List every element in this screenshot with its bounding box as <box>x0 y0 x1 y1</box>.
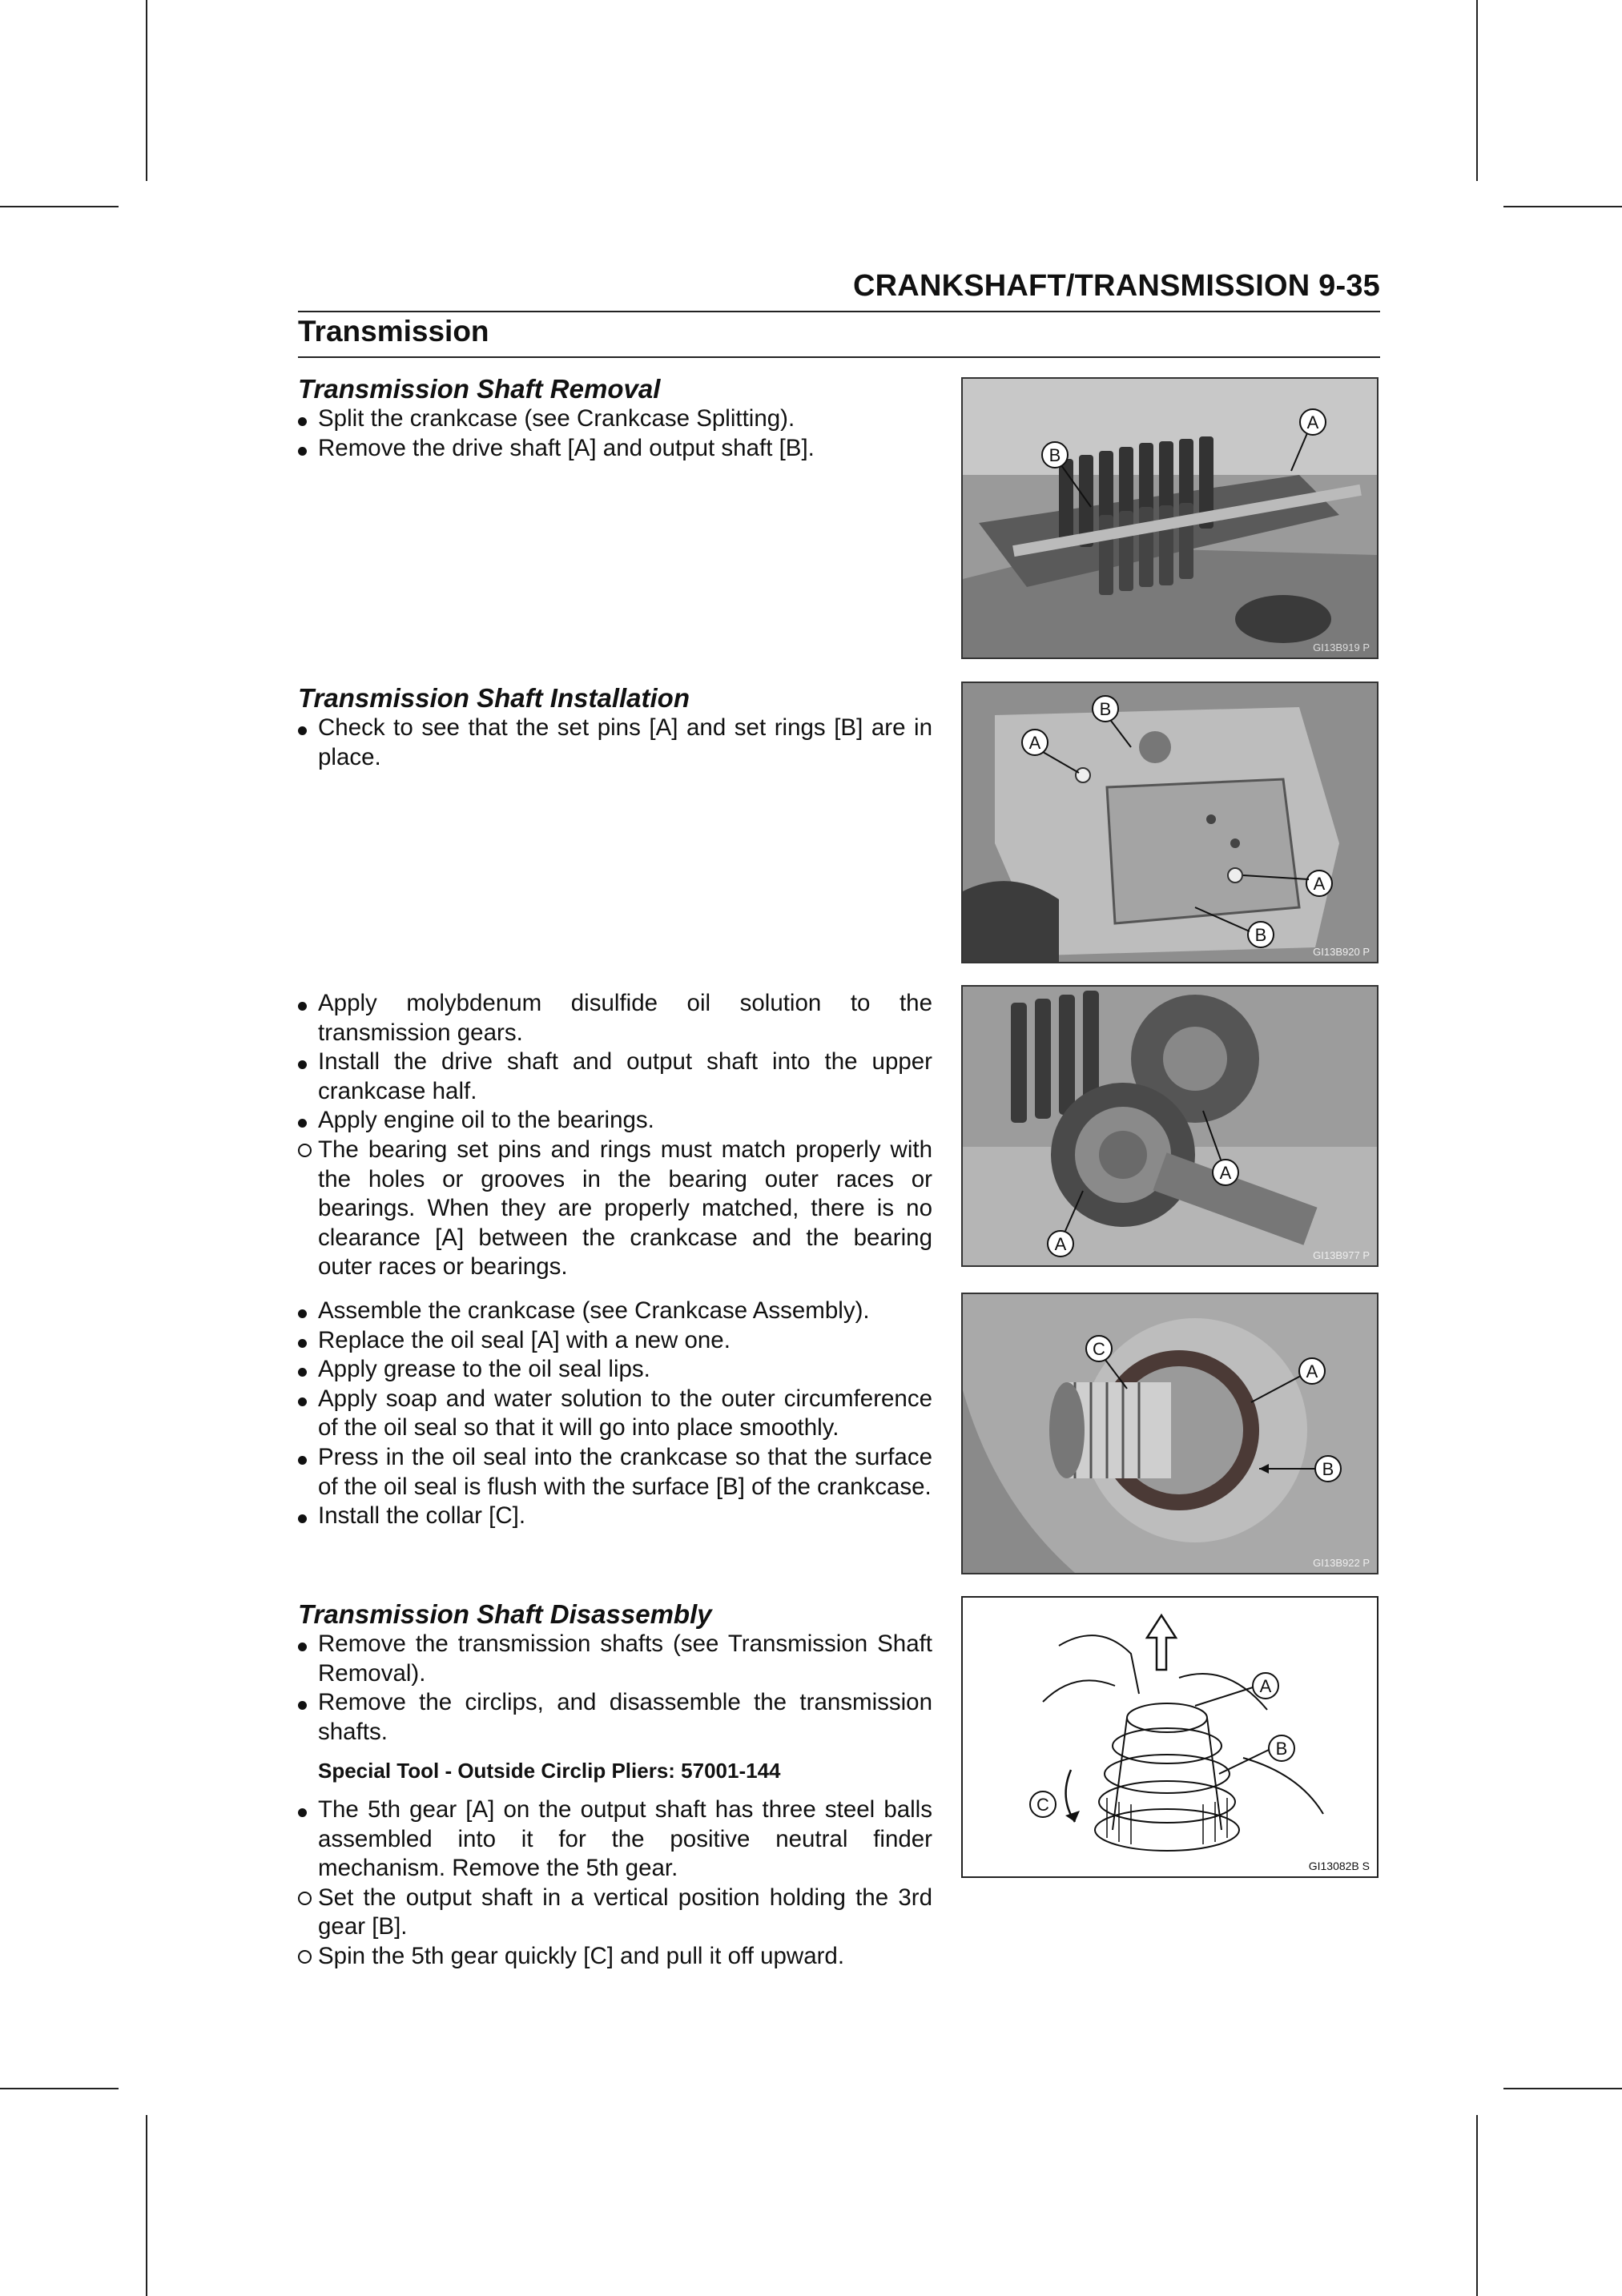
page-header-title: CRANKSHAFT/TRANSMISSION 9-35 <box>853 269 1380 303</box>
list-item: Split the crankcase (see Crankcase Splitting). <box>298 404 932 434</box>
disassembly-heading: Transmission Shaft Disassembly <box>298 1599 712 1629</box>
figure-label: B <box>1322 1459 1334 1479</box>
crop-mark <box>1476 2115 1478 2296</box>
header-rule <box>298 311 1380 312</box>
bullet-icon <box>298 1339 307 1348</box>
removal-block <box>298 374 932 463</box>
figure-label: B <box>1048 445 1061 465</box>
installation-heading: Transmission Shaft Installation <box>298 683 690 713</box>
figure-label: A <box>1219 1163 1232 1183</box>
list-item: Install the collar [C]. <box>298 1502 932 1531</box>
crop-mark <box>1476 0 1478 181</box>
note-item: The bearing set pins and rings must match properly with the holes or grooves in the bearing outer races or bearings. When they are properly matched, there is no clearance [A] between the crankcase and the bearing outer races or bearings. <box>298 1136 932 1282</box>
crop-mark <box>1503 2088 1622 2089</box>
bullet-icon <box>298 1368 307 1377</box>
list-item: The 5th gear [A] on the output shaft has three steel balls assembled into it for the positive neutral finder mechanism. Remove the 5th gear. <box>298 1795 932 1884</box>
note-circle-icon <box>298 1144 312 1157</box>
list-item: Press in the oil seal into the crankcase so that the surface of the oil seal is flush with the surface [B] of the crankcase. <box>298 1443 932 1502</box>
section-title: Transmission <box>298 315 489 348</box>
figure-set-pins-rings <box>961 682 1378 963</box>
bullet-icon <box>298 447 307 456</box>
figure-code: GI13B922 P <box>1313 1557 1370 1569</box>
figure-label: A <box>1313 874 1326 894</box>
figure-label: A <box>1259 1676 1272 1696</box>
section-rule <box>298 356 1380 358</box>
bullet-icon <box>298 1701 307 1710</box>
special-tool: Special Tool - Outside Circlip Pliers: 57001-144 <box>318 1759 781 1783</box>
note-item: Spin the 5th gear quickly [C] and pull it off upward. <box>298 1942 932 1972</box>
assembly-block <box>298 1297 932 1531</box>
list-item: Install the drive shaft and output shaft into the upper crankcase half. <box>298 1047 932 1106</box>
figure-code: GI13B919 P <box>1313 641 1370 653</box>
list-item: Check to see that the set pins [A] and set rings [B] are in place. <box>298 714 932 772</box>
crop-mark <box>0 206 119 207</box>
note-circle-icon <box>298 1950 312 1964</box>
figure-transmission-removal <box>961 377 1378 659</box>
figure-bearing-clearance <box>961 985 1378 1267</box>
figure-code: GI13B920 P <box>1313 946 1370 958</box>
removal-heading: Transmission Shaft Removal <box>298 374 661 404</box>
disassembly-block <box>298 1599 932 1972</box>
figure-label: C <box>1093 1339 1105 1359</box>
crop-mark <box>0 2088 119 2089</box>
list-item: Remove the circlips, and disassemble the transmission shafts. <box>298 1688 932 1747</box>
figure-code: GI13B977 P <box>1313 1249 1370 1261</box>
crop-mark <box>1503 206 1622 207</box>
figure-label: A <box>1028 733 1041 753</box>
bullet-icon <box>298 1002 307 1011</box>
bullet-icon <box>298 1643 307 1651</box>
figure-label: B <box>1099 699 1112 719</box>
note-circle-icon <box>298 1892 312 1905</box>
list-item: Remove the drive shaft [A] and output shaft [B]. <box>298 434 932 464</box>
bullet-icon <box>298 1060 307 1069</box>
bullet-icon <box>298 1514 307 1523</box>
figure-label: A <box>1054 1234 1067 1254</box>
figure-code: GI13082B S <box>1308 1860 1370 1872</box>
list-item: Remove the transmission shafts (see Transmission Shaft Removal). <box>298 1630 932 1688</box>
bullet-icon <box>298 1309 307 1318</box>
list-item: Apply engine oil to the bearings. <box>298 1106 932 1136</box>
crop-mark <box>146 2115 147 2296</box>
bullet-icon <box>298 1397 307 1406</box>
bullet-icon <box>298 417 307 426</box>
note-item: Set the output shaft in a vertical position holding the 3rd gear [B]. <box>298 1884 932 1942</box>
list-item: Apply soap and water solution to the outer circumference of the oil seal so that it will go into place smoothly. <box>298 1385 932 1443</box>
gears-block <box>298 989 932 1282</box>
figure-oil-seal <box>961 1293 1378 1574</box>
figure-label: A <box>1306 1361 1318 1381</box>
list-item: Assemble the crankcase (see Crankcase Assembly). <box>298 1297 932 1326</box>
figure-label: A <box>1306 412 1319 432</box>
crop-mark <box>146 0 147 181</box>
bullet-icon <box>298 1119 307 1128</box>
installation-block <box>298 683 932 772</box>
figure-label: B <box>1254 925 1267 945</box>
list-item: Apply molybdenum disulfide oil solution to the transmission gears. <box>298 989 932 1047</box>
bullet-icon <box>298 726 307 735</box>
list-item: Replace the oil seal [A] with a new one. <box>298 1326 932 1356</box>
bullet-icon <box>298 1456 307 1465</box>
figure-label: B <box>1275 1739 1288 1759</box>
figure-label: C <box>1036 1795 1049 1815</box>
list-item: Apply grease to the oil seal lips. <box>298 1355 932 1385</box>
bullet-icon <box>298 1808 307 1817</box>
figure-5th-gear-removal <box>961 1596 1378 1878</box>
